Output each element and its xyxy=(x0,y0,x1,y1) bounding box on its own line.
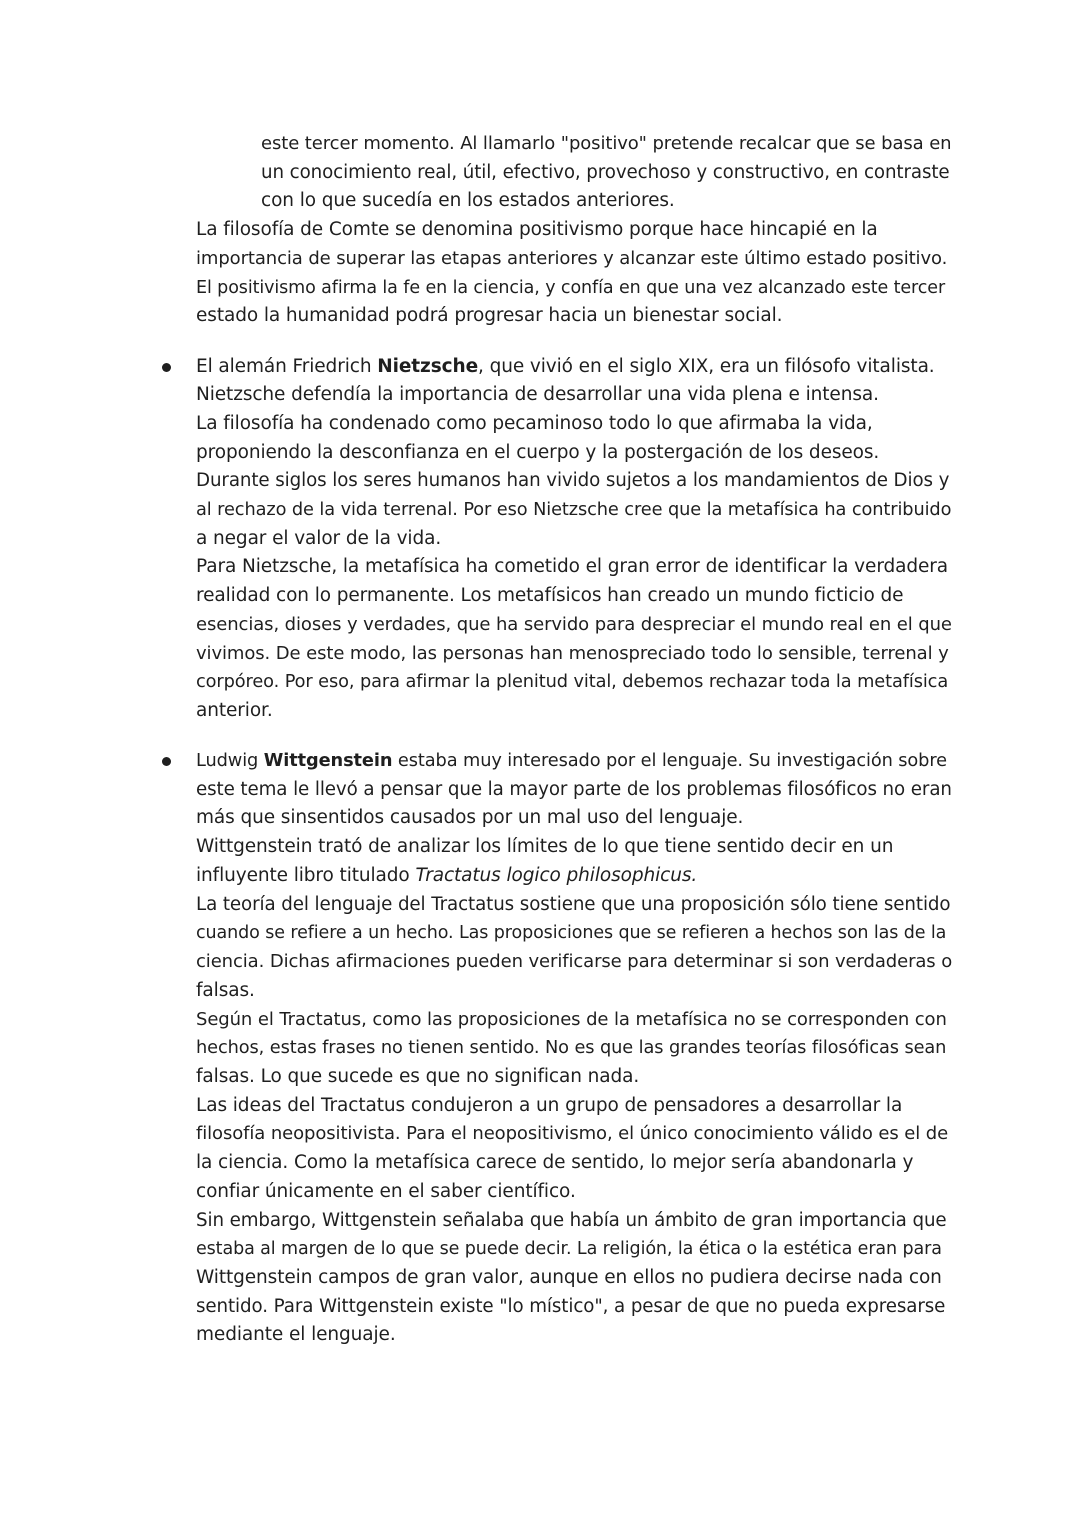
nietzsche-line-12: corpóreo. Por eso, para afirmar la plenitud vital, debemos rechazar toda la metafísica xyxy=(196,672,949,692)
wittgenstein-line-2: este tema le llevó a pensar que la mayor parte de los problemas filosóficos no eran xyxy=(196,779,952,800)
tractatus-title: Tractatus logico philosophicus. xyxy=(415,865,698,886)
wittgenstein-line-13: Las ideas del Tractatus condujeron a un grupo de pensadores a desarrollar la xyxy=(196,1095,903,1116)
nietzsche-line-9: realidad con lo permanente. Los metafísicos han creado un mundo ficticio de xyxy=(196,585,904,606)
nietzsche-line-10: esencias, dioses y verdades, que ha servido para despreciar el mundo real en el que xyxy=(196,614,952,635)
nietzsche-line-13: anterior. xyxy=(196,700,273,721)
nietzsche-line-8: Para Nietzsche, la metafísica ha cometido el gran error de identificar la verdadera xyxy=(196,556,949,577)
comte-line-4: estado la humanidad podrá progresar hacia un bienestar social. xyxy=(196,305,783,326)
nietzsche-line-6: al rechazo de la vida terrenal. Por eso Nietzsche cree que la metafísica ha contribuido xyxy=(196,500,952,520)
intro-indented-line-1: este tercer momento. Al llamarlo "positivo" pretende recalcar que se basa en xyxy=(261,133,952,154)
bullet-wittgenstein xyxy=(162,757,171,766)
comte-line-3: El positivismo afirma la fe en la ciencia, y confía en que una vez alcanzado este tercer xyxy=(196,278,946,298)
wittgenstein-line-6: La teoría del lenguaje del Tractatus sostiene que una proposición sólo tiene sentido xyxy=(196,894,951,915)
comte-line-1: La filosofía de Comte se denomina positivismo porque hace hincapié en la xyxy=(196,219,878,240)
wittgenstein-line-15: la ciencia. Como la metafísica carece de sentido, lo mejor sería abandonarla y xyxy=(196,1152,914,1173)
wittgenstein-line-10: Según el Tractatus, como las proposiciones de la metafísica no se corresponden con xyxy=(196,1009,947,1030)
wittgenstein-line-3: más que sinsentidos causados por un mal uso del lenguaje. xyxy=(196,807,744,828)
wittgenstein-line-16: confiar únicamente en el saber científico. xyxy=(196,1181,576,1202)
comte-line-2: importancia de superar las etapas anteriores y alcanzar este último estado positivo. xyxy=(196,248,948,269)
wittgenstein-line-19: Wittgenstein campos de gran valor, aunque en ellos no pudiera decirse nada con xyxy=(196,1267,942,1288)
wittgenstein-line-20: sentido. Para Wittgenstein existe "lo místico", a pesar de que no pueda expresarse xyxy=(196,1296,946,1317)
wittgenstein-line-14: filosofía neopositivista. Para el neopositivismo, el único conocimiento válido es el de xyxy=(196,1123,949,1144)
wittgenstein-line-8: ciencia. Dichas afirmaciones pueden verificarse para determinar si son verdaderas o xyxy=(196,951,953,972)
nietzsche-line-2: Nietzsche defendía la importancia de desarrollar una vida plena e intensa. xyxy=(196,384,879,405)
wittgenstein-line-18: estaba al margen de lo que se puede decir. La religión, la ética o la estética eran para xyxy=(196,1239,942,1259)
nietzsche-intro-text: El alemán Friedrich xyxy=(196,356,378,377)
wittgenstein-line-7: cuando se refiere a un hecho. Las proposiciones que se refieren a hechos son las de la xyxy=(196,923,947,943)
nietzsche-intro-rest: , que vivió en el siglo XIX, era un filósofo vitalista. xyxy=(478,356,935,377)
wittgenstein-line-17: Sin embargo, Wittgenstein señalaba que había un ámbito de gran importancia que xyxy=(196,1210,947,1231)
wittgenstein-line-12: falsas. Lo que sucede es que no significan nada. xyxy=(196,1066,640,1087)
nietzsche-line-5: Durante siglos los seres humanos han vivido sujetos a los mandamientos de Dios y xyxy=(196,470,950,491)
bullet-nietzsche xyxy=(162,363,171,372)
intro-indented-line-2: un conocimiento real, útil, efectivo, provechoso y constructivo, en contraste xyxy=(261,162,950,183)
wittgenstein-line-5 xyxy=(196,862,697,891)
wittgenstein-intro-rest: estaba muy interesado por el lenguaje. Su investigación sobre xyxy=(392,751,947,771)
wittgenstein-line-11: hechos, estas frases no tienen sentido. No es que las grandes teorías filosóficas sean xyxy=(196,1038,947,1058)
nietzsche-line-7: a negar el valor de la vida. xyxy=(196,528,442,549)
nietzsche-line-3: La filosofía ha condenado como pecaminoso todo lo que afirmaba la vida, xyxy=(196,413,873,434)
intro-indented-line-3: con lo que sucedía en los estados anteriores. xyxy=(261,190,675,211)
wittgenstein-line-4: Wittgenstein trató de analizar los límites de lo que tiene sentido decir en un xyxy=(196,836,894,857)
wittgenstein-intro-text: Ludwig xyxy=(196,751,264,771)
nietzsche-line-11: vivimos. De este modo, las personas han menospreciado todo lo sensible, terrenal y xyxy=(196,643,949,664)
wittgenstein-line-21: mediante el lenguaje. xyxy=(196,1324,396,1345)
nietzsche-line-4: proponiendo la desconfianza en el cuerpo y la postergación de los deseos. xyxy=(196,442,880,463)
wittgenstein-book-intro: influyente libro titulado xyxy=(196,865,416,886)
nietzsche-name: Nietzsche xyxy=(377,356,479,377)
wittgenstein-name: Wittgenstein xyxy=(263,751,393,771)
nietzsche-line-1 xyxy=(196,353,935,382)
wittgenstein-line-9: falsas. xyxy=(196,980,255,1001)
wittgenstein-line-1 xyxy=(196,747,947,776)
